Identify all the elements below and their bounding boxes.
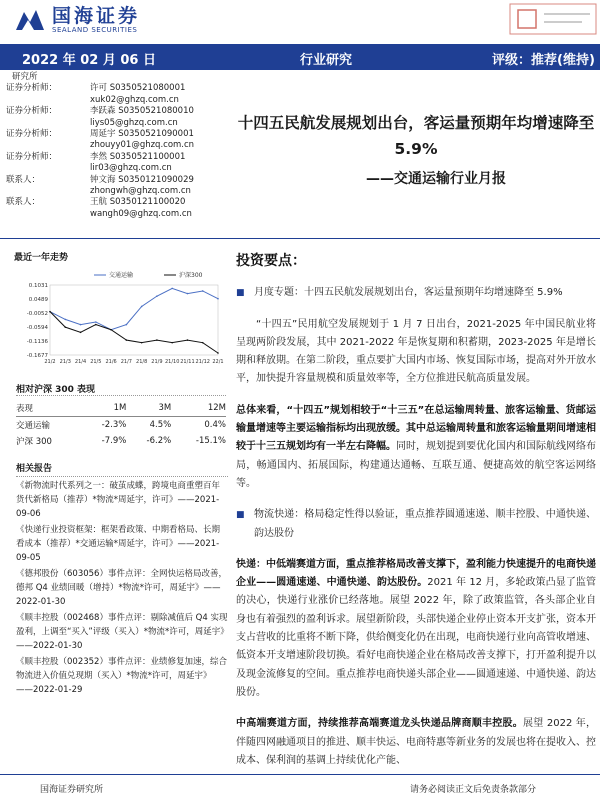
analyst-row [6, 129, 231, 140]
table-row [16, 417, 226, 434]
report-date: 2022 年 02 月 06 日 [22, 53, 156, 68]
plot-frame [50, 285, 218, 355]
analyst-row [6, 118, 231, 129]
table-cell: 4.5% [149, 420, 172, 430]
x-tick-label: 21/8 [136, 359, 148, 365]
analyst-role: 联系人： [6, 174, 41, 185]
paragraph-plan: “十四五”民用航空发展规划于 1 月 7 日出台，2021-2025 年中国民航业将呈现两阶段发展，其中 2021-2022 年是恢复期和积蓄期，2023-2025 年是增长期和释放期。在第二阶段，重点要扩大国内市场、恢复国际市场，提高对外开放水平，加快提升容量规模和质量效率等，全方位推进民航高质量发展。 [236, 318, 596, 385]
analyst-role: 证券分析师： [6, 129, 58, 140]
data-point [64, 326, 66, 328]
analyst-role: 证券分析师： [6, 106, 58, 117]
table-header: 12M [207, 403, 226, 413]
analyst-value: xuk02@ghzq.com.cn [90, 94, 179, 105]
analyst-value: 李跃森 S0350521080010 [90, 106, 194, 117]
analyst-value: 钟文海 S0350121090029 [90, 174, 194, 185]
table-header: 表现 [16, 404, 34, 414]
analyst-role [6, 209, 90, 220]
watermark-seal [508, 2, 598, 36]
analyst-row [6, 186, 231, 197]
logo-icon [12, 6, 48, 34]
table-cell: 沪深 300 [16, 437, 52, 447]
data-point [171, 342, 173, 344]
y-tick-label: 0.1031 [28, 283, 48, 289]
analyst-value: 许可 S0350521080001 [90, 83, 186, 94]
performance-title: 相对沪深 300 表现 [16, 382, 226, 396]
report-rating: 评级：推荐(维持) [492, 53, 595, 68]
related-report-item[interactable]: 《顺丰控股（002468）事件点评：剔除减值后 Q4 实现盈利，上调至“买入”评级（买入）*物流*许可，周延宇》——2022-01-30 [16, 613, 228, 651]
data-point [95, 324, 97, 326]
related-report-item[interactable]: 《快递行业投资框架：框架看政策、中期看格局、长期看成本（推荐）*交通运输*周延宇，许可》——2021-09-05 [16, 525, 221, 563]
paragraph-express: 快递：中低端赛道方面，重点推荐格局改善支撑下，盈利能力快速提升的电商快递企业——圆通速递、中通快递、韵达股份。2021 年 12 月，多轮政策凸显了监管的决心，快递行业涨价已经落地。展望 2022 年，除了政策监管，各头部企业自身也有着强烈的盈利诉求。展望新阶段，头部快递企业停止资本开支扩张，资本开支占营收的比重将不断下降，供给侧变化仍在出现，电商快递行业向高管收增速、低资本开支增速阶段切换。看好电商快递企业在格局改善支撑下，打开盈利提升以及现金流修复的空间。重点推荐电商快递头部企业——圆通速递、中通快递、韵达股份。 [236, 558, 597, 698]
series-line-1 [50, 312, 218, 353]
footer-left: 国海证券研究所 [40, 785, 104, 795]
title-main: 十四五民航发展规划出台，客运量预期年均增速降至 5.9% [237, 114, 595, 158]
table-cell: -6.2% [146, 436, 172, 446]
x-tick-label: 21/9 [151, 359, 163, 365]
x-tick-label: 21/10 [164, 359, 180, 365]
analyst-value: zhongwh@ghzq.com.cn [90, 186, 191, 197]
trend-chart-svg [14, 267, 224, 371]
analyst-value: 周延宇 S0350521090001 [90, 129, 194, 140]
data-point [187, 293, 189, 295]
analyst-list [6, 72, 231, 220]
paragraph-summary: 总体来看，“十四五”规划相较于“十三五”在总运输周转量、旅客运输量、货邮运输量增速等主要运输指标均出现放缓。其中总运输周转量和旅客运输量期间增速相较于十三五规划均有一半左右降幅。同时，规划提到要优化国内和国际航线网络布局，畅通国内、拓展国际，构建通达通畅、互联互通、便捷高效的航空客运网络等。 [236, 404, 596, 489]
table-cell: 交通运输 [16, 421, 51, 431]
data-point [95, 321, 97, 323]
data-point [141, 306, 143, 308]
section-heading: 投资要点： [236, 253, 306, 269]
analyst-row [6, 197, 231, 208]
table-header: 1M [113, 403, 127, 413]
analyst-value: zhouyy01@ghzq.com.cn [90, 140, 195, 151]
related-report-item[interactable]: 《新物流时代系列之一：破茧成蝶，跨境电商重塑百年货代新格局（推荐）*物流*周延宇，许可》——2021-09-06 [16, 481, 221, 519]
paragraph-highend: 中高端赛道方面，持续推荐高端赛道龙头快递品牌商顺丰控股。展望 2022 年，伴随四网融通项目的推进、顺丰快运、电商特惠等新业务的发展也将在提收入、控成本、保利润的基调上持续优化产能、 [236, 718, 597, 766]
data-point [80, 332, 82, 334]
series-line-0 [50, 288, 218, 329]
logo-en: SEALAND SECURITIES [52, 26, 138, 34]
analyst-value: 李然 S0350521100001 [90, 151, 186, 162]
analyst-role: 证券分析师： [6, 151, 58, 162]
analyst-row [6, 140, 231, 151]
data-point [187, 339, 189, 341]
related-title: 相关报告 [16, 462, 228, 477]
performance-table [16, 382, 226, 449]
report-title [236, 110, 596, 188]
related-reports [16, 462, 228, 697]
trend-chart [14, 250, 224, 370]
analyst-role: 联系人： [6, 197, 41, 208]
analyst-role [6, 95, 90, 106]
table-header: 3M [158, 403, 172, 413]
analyst-row [6, 106, 231, 117]
related-report-item[interactable]: 《德邦股份（603056）事件点评：全网快运格局改善，德邦 Q4 业绩回暖（增持）*物流*许可，周延宇》——2022-01-30 [16, 569, 227, 607]
y-tick-label: -0.1677 [26, 353, 48, 359]
divider [0, 238, 600, 239]
data-point [156, 295, 158, 297]
table-cell: -15.1% [195, 436, 226, 446]
data-point [202, 290, 204, 292]
analyst-row [6, 83, 231, 94]
analyst-row [6, 152, 231, 163]
table-cell: -2.3% [101, 420, 127, 430]
title-sub: ——交通运输行业月报 [366, 171, 506, 187]
analyst-role [6, 140, 90, 151]
analyst-row [6, 163, 231, 174]
data-point [64, 319, 66, 321]
logo-cn: 国海证券 [52, 5, 141, 27]
analyst-role [6, 118, 90, 129]
table-cell: -7.9% [101, 436, 127, 446]
data-point [80, 324, 82, 326]
footer-divider [0, 774, 600, 775]
header-bar [0, 44, 600, 70]
analyst-value: liys05@ghzq.com.cn [90, 117, 178, 128]
table-cell: 0.4% [204, 420, 226, 430]
analyst-role [6, 163, 90, 174]
analyst-value: wangh09@ghzq.com.cn [90, 208, 192, 219]
data-point [126, 339, 128, 341]
data-point [171, 288, 173, 290]
x-tick-label: 21/2 [44, 359, 56, 365]
x-tick-label: 21/4 [74, 359, 87, 365]
analyst-role [6, 186, 90, 197]
analyst-row [6, 175, 231, 186]
data-point [217, 352, 219, 354]
analyst-row [6, 95, 231, 106]
data-point [141, 342, 143, 344]
analyst-heading: 研究所 [12, 72, 38, 82]
y-tick-label: 0.0489 [28, 297, 48, 304]
data-point [217, 298, 219, 300]
chart-title: 最近一年走势 [14, 253, 69, 263]
y-tick-label: -0.0594 [26, 325, 48, 332]
paragraph-topic: ■ 月度专题：十四五民航发展规划出台，客运量预期年均增速降至 5.9% [236, 284, 596, 302]
x-tick-label: 21/7 [120, 359, 132, 365]
data-point [202, 342, 204, 344]
x-tick-label: 21/12 [195, 359, 210, 365]
x-tick-label: 21/6 [105, 359, 117, 365]
legend-label: 交通运输 [109, 272, 134, 279]
x-tick-label: 21/3 [59, 359, 71, 365]
table-row [16, 433, 226, 449]
related-report-item[interactable]: 《顺丰控股（002352）事件点评：业绩修复加速，综合物流进入价值兑现期（买入）*物流*许可，周延宇》——2022-01-29 [16, 657, 227, 695]
analyst-value: lir03@ghzq.com.cn [90, 163, 172, 174]
data-point [49, 311, 51, 313]
data-point [156, 339, 158, 341]
data-point [126, 324, 128, 326]
main-content [236, 252, 596, 783]
x-tick-label: 21/5 [90, 359, 102, 365]
brand-logo [12, 6, 140, 34]
x-tick-label: 21/11 [180, 359, 195, 365]
y-tick-label: -0.0052 [26, 310, 48, 317]
analyst-row [6, 209, 231, 220]
y-tick-label: -0.1136 [26, 339, 48, 346]
paragraph-logistics: ■ 物流快递：格局稳定性得以验证，重点推荐圆通速递、顺丰控股、中通快递、韵达股份 [236, 506, 596, 543]
analyst-value: 王航 S0350121100020 [90, 197, 186, 208]
footer-right: 请务必阅读正文后免责条款部分 [410, 785, 537, 795]
legend-label: 沪深300 [179, 272, 203, 279]
x-tick-label: 22/1 [212, 359, 224, 365]
analyst-role: 证券分析师： [6, 83, 58, 94]
report-category: 行业研究 [300, 53, 353, 68]
data-point [110, 329, 112, 331]
